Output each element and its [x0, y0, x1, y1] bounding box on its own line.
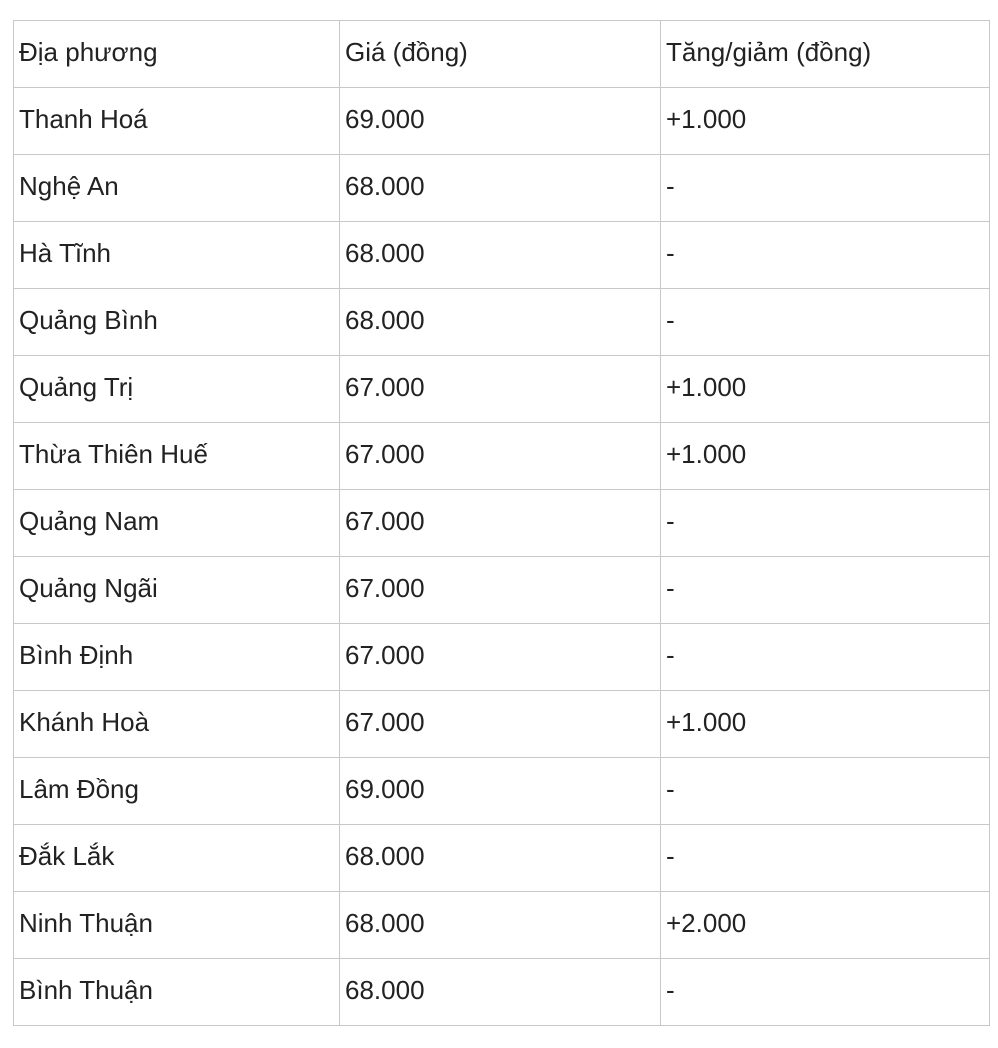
price-table-container	[13, 20, 990, 1026]
cell-price: 67.000	[340, 691, 661, 758]
cell-region: Nghệ An	[14, 155, 340, 222]
cell-change: -	[661, 624, 990, 691]
table-row	[14, 892, 990, 959]
cell-region: Hà Tĩnh	[14, 222, 340, 289]
price-table	[13, 20, 990, 1026]
table-row	[14, 490, 990, 557]
table-row	[14, 624, 990, 691]
table-row	[14, 289, 990, 356]
header-change: Tăng/giảm (đồng)	[661, 21, 990, 88]
cell-change: -	[661, 825, 990, 892]
table-header-row	[14, 21, 990, 88]
table-row	[14, 423, 990, 490]
cell-price: 67.000	[340, 356, 661, 423]
cell-change: +1.000	[661, 691, 990, 758]
table-row	[14, 356, 990, 423]
cell-price: 68.000	[340, 825, 661, 892]
cell-price: 67.000	[340, 423, 661, 490]
table-row	[14, 88, 990, 155]
cell-change: -	[661, 490, 990, 557]
cell-change: -	[661, 222, 990, 289]
cell-change: +1.000	[661, 88, 990, 155]
cell-region: Đắk Lắk	[14, 825, 340, 892]
cell-region: Lâm Đồng	[14, 758, 340, 825]
cell-region: Quảng Ngãi	[14, 557, 340, 624]
cell-price: 69.000	[340, 758, 661, 825]
table-row	[14, 825, 990, 892]
cell-price: 68.000	[340, 892, 661, 959]
cell-price: 67.000	[340, 557, 661, 624]
cell-change: -	[661, 289, 990, 356]
cell-region: Quảng Bình	[14, 289, 340, 356]
cell-region: Quảng Trị	[14, 356, 340, 423]
cell-region: Ninh Thuận	[14, 892, 340, 959]
cell-change: -	[661, 155, 990, 222]
header-price: Giá (đồng)	[340, 21, 661, 88]
cell-change: +1.000	[661, 423, 990, 490]
cell-region: Quảng Nam	[14, 490, 340, 557]
table-row	[14, 557, 990, 624]
table-body	[14, 21, 990, 1026]
cell-price: 68.000	[340, 155, 661, 222]
table-row	[14, 758, 990, 825]
cell-price: 67.000	[340, 624, 661, 691]
cell-change: +1.000	[661, 356, 990, 423]
table-row	[14, 691, 990, 758]
cell-region: Bình Thuận	[14, 959, 340, 1026]
cell-region: Thừa Thiên Huế	[14, 423, 340, 490]
table-row	[14, 959, 990, 1026]
table-row	[14, 155, 990, 222]
cell-price: 68.000	[340, 222, 661, 289]
cell-price: 69.000	[340, 88, 661, 155]
cell-change: -	[661, 758, 990, 825]
cell-change: -	[661, 557, 990, 624]
cell-region: Bình Định	[14, 624, 340, 691]
cell-region: Khánh Hoà	[14, 691, 340, 758]
cell-change: +2.000	[661, 892, 990, 959]
table-row	[14, 222, 990, 289]
cell-region: Thanh Hoá	[14, 88, 340, 155]
cell-price: 68.000	[340, 959, 661, 1026]
header-region: Địa phương	[14, 21, 340, 88]
cell-price: 67.000	[340, 490, 661, 557]
cell-price: 68.000	[340, 289, 661, 356]
cell-change: -	[661, 959, 990, 1026]
